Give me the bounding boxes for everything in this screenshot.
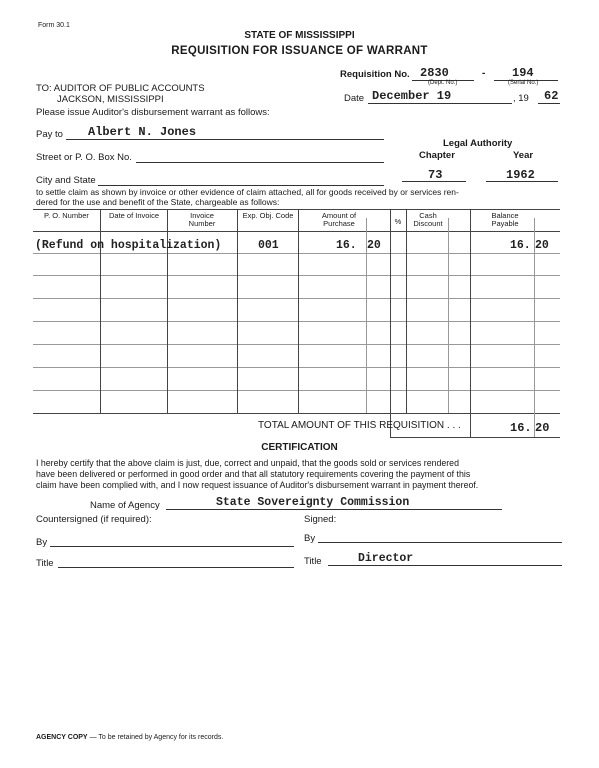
chapter-label: Chapter [419, 150, 455, 161]
street-label: Street or P. O. Box No. [36, 152, 132, 163]
requisition-dash: - [482, 68, 486, 79]
legal-year-value: 1962 [506, 168, 535, 182]
col-header-percent: % [394, 217, 402, 226]
to-line-2: JACKSON, MISSISSIPPI [57, 94, 164, 105]
footer-note [36, 734, 223, 741]
pay-to-label: Pay to [36, 129, 63, 140]
form-title: REQUISITION FOR ISSUANCE OF WARRANT [171, 45, 428, 57]
settle-text-line-1: to settle claim as shown by invoice or other evidence of claim attached, all for goods received by or services ren- [36, 187, 459, 197]
col-header-po-number: P. O. Number [44, 211, 89, 220]
col-header-invoice-number: Invoice Number [188, 211, 216, 228]
footer-agency-copy: AGENCY COPY [36, 734, 88, 741]
signed-title-value: Director [358, 552, 414, 565]
certification-line-1: I hereby certify that the above claim is just, due, correct and unpaid, that the goods sold or services rendered [36, 458, 459, 468]
countersigned-title-label: Title [36, 558, 54, 569]
row-1-exp-code: 001 [258, 239, 279, 252]
col-header-balance-payable: Balance Payable [491, 211, 519, 228]
agency-value: State Sovereignty Commission [216, 496, 410, 509]
footer-text: — To be retained by Agency for its records. [89, 734, 224, 741]
to-line-3: Please issue Auditor's disbursement warrant as follows: [36, 107, 270, 118]
row-1-description: (Refund on hospitalization) [35, 239, 222, 252]
form-number: Form 30.1 [38, 22, 70, 29]
col-header-date-of-invoice: Date of Invoice [108, 211, 160, 220]
city-state-label: City and State [36, 175, 96, 186]
certification-line-3: claim have been complied with, and I now request issuance of Auditor's disbursement warrant in payment thereof. [36, 480, 479, 490]
row-1-amount-cents: 20 [367, 239, 381, 252]
row-1-balance-dollars: 16. [510, 239, 531, 252]
settle-text-line-2: dered for the use and benefit of the State, chargeable as follows: [36, 197, 280, 207]
year-value: 62 [544, 89, 559, 103]
date-label: Date [344, 93, 365, 104]
total-label: TOTAL AMOUNT OF THIS REQUISITION . . . [258, 420, 461, 431]
agency-label: Name of Agency [90, 500, 160, 511]
legal-year-label: Year [513, 150, 534, 161]
col-header-exp-obj-code: Exp. Obj. Code [242, 211, 294, 220]
pay-to-value: Albert N. Jones [88, 125, 197, 139]
to-line-1: TO: AUDITOR OF PUBLIC ACCOUNTS [36, 83, 205, 94]
requisition-label: Requisition No. [340, 69, 410, 80]
legal-authority-heading: Legal Authority [443, 138, 513, 149]
certification-heading: CERTIFICATION [261, 442, 338, 453]
certification-line-2: have been delivered or performed in good order and that all statutory requirements covering the payment of this [36, 469, 471, 479]
countersigned-label: Countersigned (if required): [36, 514, 152, 525]
row-1-balance-cents: 20 [535, 239, 549, 252]
signed-by-label: By [304, 533, 316, 544]
serial-number: 194 [512, 66, 534, 80]
countersigned-by-label: By [36, 537, 48, 548]
chapter-value: 73 [428, 168, 443, 182]
signed-label: Signed: [304, 514, 337, 525]
date-value: December 19 [372, 89, 452, 103]
total-cents: 20 [535, 421, 550, 435]
row-1-amount-dollars: 16. [336, 239, 357, 252]
dept-number: 2830 [420, 66, 449, 80]
state-heading: STATE OF MISSISSIPPI [244, 30, 355, 41]
year-prefix: , 19 [513, 93, 529, 104]
serial-caption: (Serial No.) [508, 80, 539, 86]
dept-caption: (Dept. No.) [428, 80, 458, 86]
col-header-cash-discount: Cash Discount [413, 211, 443, 228]
signed-title-label: Title [304, 556, 322, 567]
col-header-amount-of-purchase: Amount of Purchase [321, 211, 357, 228]
total-dollars: 16. [510, 421, 532, 435]
